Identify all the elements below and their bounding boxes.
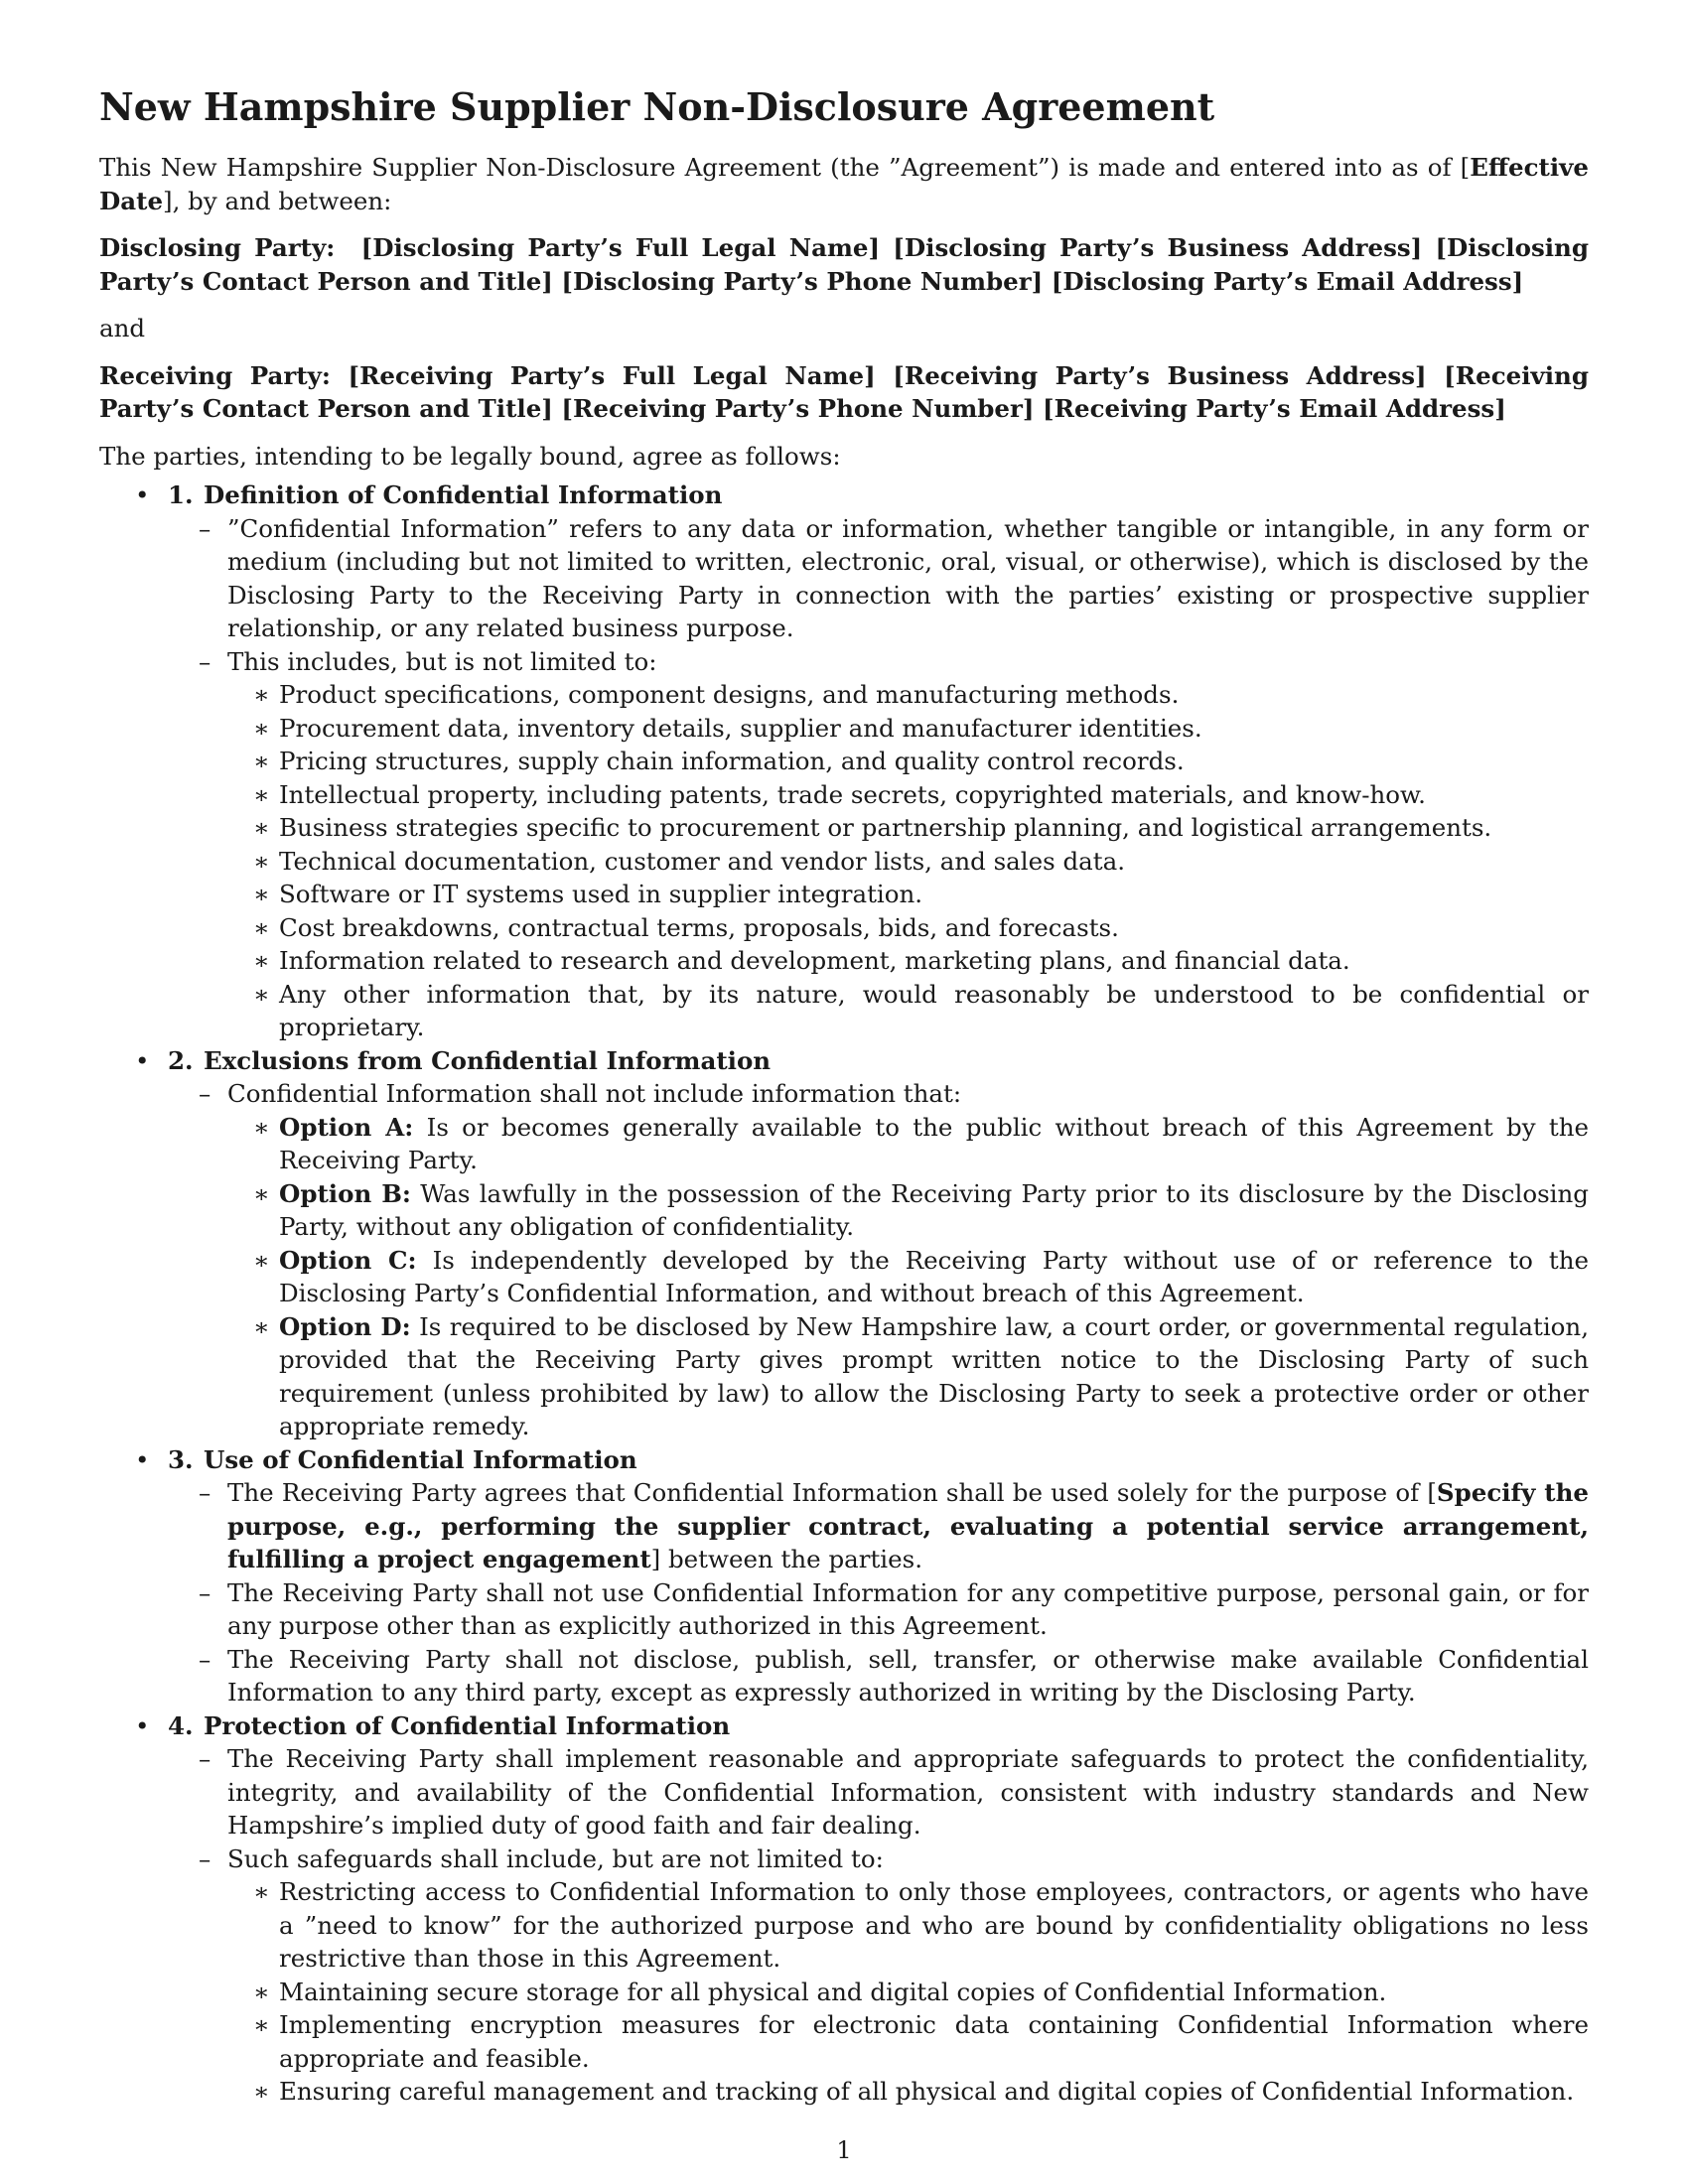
list-item: ∗ Information related to research and development, marketing plans, and financial data.: [227, 944, 1589, 978]
section-3-purpose: [168, 1476, 1589, 1576]
section-1: [99, 478, 1589, 1044]
section-4-title: Protection of Confidential Information: [204, 1710, 731, 1740]
disclosing-party-label: Disclosing Party:: [99, 233, 336, 262]
intro-text: This New Hampshire Supplier Non-Disclosure Agreement (the ”Agreement”) is made and entered into as of [: [99, 153, 1471, 182]
parties-statement: The parties, intending to be legally bound, agree as follows:: [99, 441, 841, 471]
section-3-sublist: [168, 1476, 1589, 1709]
receiving-party-block: [99, 359, 1589, 426]
option-b-label: Option B:: [279, 1178, 411, 1208]
section-4-heading: [168, 1709, 1589, 1743]
list-item: ∗ Procurement data, inventory details, supplier and manufacturer identities.: [227, 712, 1589, 746]
section-3: [99, 1443, 1589, 1709]
receiving-phone-field: [Receiving Party’s Phone Number]: [561, 394, 1035, 423]
section-3-number: 3.: [168, 1444, 194, 1474]
list-item: ∗ Technical documentation, customer and vendor lists, and sales data.: [227, 845, 1589, 879]
section-2-heading: [168, 1044, 1589, 1078]
option-b-text: Was lawfully in the possession of the Receiving Party prior to its disclosure by the Disclosing Party, without any obligation of confidentiality.: [279, 1178, 1589, 1241]
option-d-text: Is required to be disclosed by New Hampshire law, a court order, or governmental regulation, provided that the Receiving Party gives prompt written notice to the Disclosing Party of such requirement (unless prohibited by law) to allow the Disclosing Party to seek a protective order or other appropriate remedy.: [279, 1311, 1589, 1440]
section-1-includes: [168, 645, 1589, 1044]
list-item: ∗ Business strategies specific to procurement or partnership planning, and logistical arrangements.: [227, 811, 1589, 845]
section-2-sublist: [168, 1077, 1589, 1443]
section-4-includes: [168, 1843, 1589, 2109]
receiving-email-field: [Receiving Party’s Email Address]: [1043, 394, 1506, 423]
list-item: ∗ Any other information that, by its nature, would reasonably be understood to be confidential or proprietary.: [227, 978, 1589, 1044]
receiving-address-field: [Receiving Party’s Business Address]: [893, 360, 1427, 390]
disclosing-address-field: [Disclosing Party’s Business Address]: [893, 233, 1423, 262]
page-number: 1: [836, 2136, 852, 2164]
section-3-heading: [168, 1443, 1589, 1477]
list-item: ∗ Pricing structures, supply chain information, and quality control records.: [227, 745, 1589, 778]
section-1-number: 1.: [168, 480, 194, 509]
receiving-name-field: [Receiving Party’s Full Legal Name]: [348, 360, 876, 390]
effective-date-placeholder: Effective Date: [99, 153, 1589, 215]
section-2-number: 2.: [168, 1045, 194, 1075]
section-4-sublist: [168, 1742, 1589, 2109]
section-4-includes-text: – Such safeguards shall include, but are not limited to:: [227, 1843, 884, 1873]
option-a-label: Option A:: [279, 1112, 414, 1142]
purpose-placeholder: Specify the purpose, e.g., performing the supplier contract, evaluating a potential service arrangement, fulfilling a project engagement: [227, 1478, 1589, 1573]
receiving-contact-field: [Receiving Party’s Contact Person and Title]: [99, 360, 1589, 423]
sections-list: [99, 478, 1589, 2109]
list-item: ∗ Software or IT systems used in supplier integration.: [227, 878, 1589, 911]
section-1-heading: [168, 478, 1589, 512]
list-item: ∗ Product specifications, component designs, and manufacturing methods.: [227, 678, 1589, 712]
disclosing-contact-field: [Disclosing Party’s Contact Person and Title]: [99, 233, 1589, 296]
option-c: [227, 1244, 1589, 1310]
option-b: [227, 1177, 1589, 1244]
list-item: ∗ Cost breakdowns, contractual terms, proposals, bids, and forecasts.: [227, 911, 1589, 945]
disclosing-phone-field: [Disclosing Party’s Phone Number]: [561, 266, 1044, 296]
section-4-safeguards: – The Receiving Party shall implement reasonable and appropriate safeguards to protect the confidentiality, integrity, and availability of the Confidential Information, consistent with industry standards and New Hampshire’s implied duty of good faith and fair dealing.: [168, 1742, 1589, 1843]
and-text: and: [99, 314, 146, 342]
section-2-intro: [168, 1077, 1589, 1443]
section-2-title: Exclusions from Confidential Information: [204, 1045, 772, 1075]
section-4-number: 4.: [168, 1710, 194, 1740]
section-4: [99, 1709, 1589, 2109]
intro-text-end: ], by and between:: [163, 186, 392, 215]
section-3-purpose-text: The Receiving Party agrees that Confidential Information shall be used solely for the purpose of [: [227, 1478, 1437, 1507]
section-1-sublist: [168, 512, 1589, 1044]
section-3-no-competitive-use: – The Receiving Party shall not use Confidential Information for any competitive purpose, personal gain, or for any purpose other than as explicitly authorized in this Agreement.: [168, 1576, 1589, 1643]
document-page: [99, 83, 1589, 2109]
section-1-items: [227, 678, 1589, 1044]
option-a: [227, 1111, 1589, 1177]
option-d: [227, 1310, 1589, 1443]
section-4-items: [227, 1875, 1589, 2109]
disclosing-party-block: [99, 231, 1589, 298]
section-3-no-disclosure: – The Receiving Party shall not disclose, publish, sell, transfer, or otherwise make available Confidential Information to any third party, except as expressly authorized in writing by the Disclosing Party.: [168, 1643, 1589, 1709]
option-d-label: Option D:: [279, 1311, 411, 1341]
list-item: ∗ Intellectual property, including patents, trade secrets, copyrighted materials, and know-how.: [227, 778, 1589, 812]
document-title: New Hampshire Supplier Non-Disclosure Agreement: [99, 84, 1215, 129]
section-3-purpose-end: ] between the parties.: [650, 1545, 923, 1573]
section-3-title: Use of Confidential Information: [204, 1444, 637, 1474]
option-a-text: Is or becomes generally available to the public without breach of this Agreement by the Receiving Party.: [279, 1112, 1589, 1174]
intro-paragraph: [99, 151, 1589, 217]
list-item: ∗ Implementing encryption measures for electronic data containing Confidential Information where appropriate and feasible.: [227, 2008, 1589, 2075]
section-1-includes-text: – This includes, but is not limited to:: [227, 646, 657, 676]
list-item: ∗ Restricting access to Confidential Information to only those employees, contractors, or agents who have a ”need to know” for the authorized purpose and who are bound by confidentiality obligations no less restrictive than those in this Agreement.: [227, 1875, 1589, 1976]
section-2-intro-text: – Confidential Information shall not include information that:: [227, 1079, 962, 1108]
section-1-title: Definition of Confidential Information: [204, 480, 723, 509]
list-item: ∗ Maintaining secure storage for all physical and digital copies of Confidential Information.: [227, 1976, 1589, 2009]
disclosing-email-field: [Disclosing Party’s Email Address]: [1051, 266, 1524, 296]
receiving-party-label: Receiving Party:: [99, 360, 331, 390]
option-c-label: Option C:: [279, 1245, 417, 1275]
list-item: ∗ Ensuring careful management and tracking of all physical and digital copies of Confidential Information.: [227, 2075, 1589, 2109]
option-c-text: Is independently developed by the Receiving Party without use of or reference to the Disclosing Party’s Confidential Information, and without breach of this Agreement.: [279, 1245, 1589, 1307]
section-2-options: [227, 1111, 1589, 1443]
disclosing-name-field: [Disclosing Party’s Full Legal Name]: [360, 233, 881, 262]
section-2: [99, 1044, 1589, 1443]
section-1-definition: – ”Confidential Information” refers to any data or information, whether tangible or intangible, in any form or medium (including but not limited to written, electronic, oral, visual, or otherwise), which is disclosed by the Disclosing Party to the Receiving Party in connection with the parties’ existing or prospective supplier relationship, or any related business purpose.: [168, 512, 1589, 645]
